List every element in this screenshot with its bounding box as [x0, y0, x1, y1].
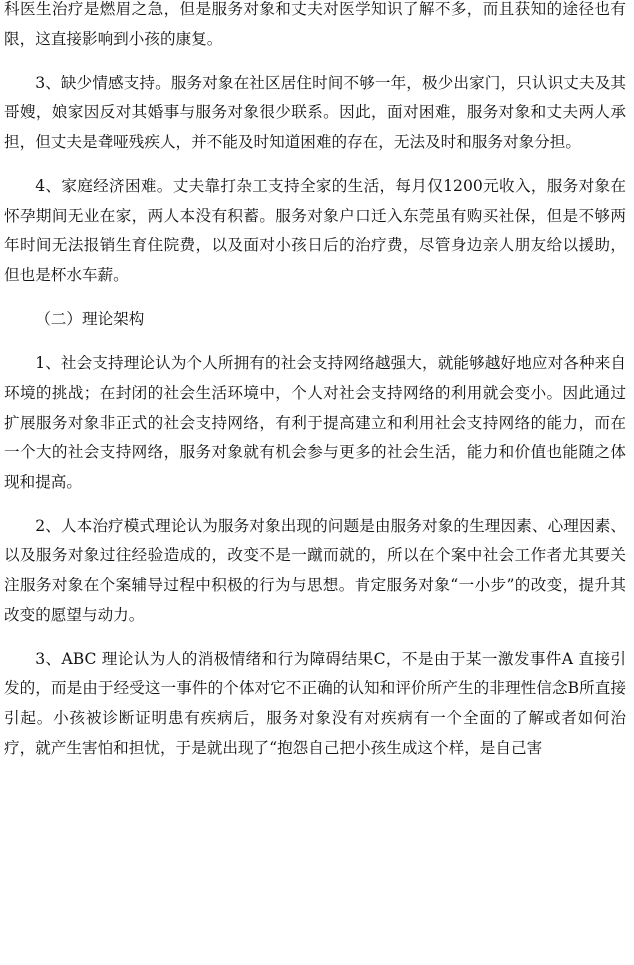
- paragraph-lack-of-emotional-support: 3、缺少情感支持。服务对象在社区居住时间不够一年，极少出家门，只认识丈夫及其哥嫂，娘家因反对其婚事与服务对象很少联系。因此，面对困难，服务对象和丈夫两人承担，但丈夫是聋哑残疾人，并不能及时知道困难的存在，无法及时和服务对象分担。: [4, 73, 626, 151]
- paragraph-continued: 科医生治疗是燃眉之急，但是服务对象和丈夫对医学知识了解不多，而且获知的途径也有限，这直接影响到小孩的康复。: [4, 0, 626, 48]
- paragraph-humanistic-therapy-theory: 2、人本治疗模式理论认为服务对象出现的问题是由服务对象的生理因素、心理因素、以及服务对象过往经验造成的，改变不是一蹴而就的，所以在个案中社会工作者尤其要关注服务对象在个案辅导过程中积极的行为与思想。肯定服务对象“一小步”的改变，提升其改变的愿望与动力。: [4, 516, 626, 624]
- paragraph-social-support-theory: 1、社会支持理论认为个人所拥有的社会支持网络越强大，就能够越好地应对各种来自环境的挑战；在封闭的社会生活环境中，个人对社会支持网络的利用就会变小。因此通过扩展服务对象非正式的社会支持网络，有利于提高建立和利用社会支持网络的能力，而在一个大的社会支持网络，服务对象就有机会参与更多的社会生活，能力和价值也能随之体现和提高。: [4, 354, 626, 491]
- paragraph-family-financial-difficulty: 4、家庭经济困难。丈夫靠打杂工支持全家的生活，每月仅1200元收入，服务对象在怀孕期间无业在家，两人本没有积蓄。服务对象户口迁入东莞虽有购买社保，但是不够两年时间无法报销生育住院费，以及面对小孩日后的治疗费，尽管身边亲人朋友给以援助，但也是杯水车薪。: [4, 177, 626, 284]
- section-heading-theory-framework: （二）理论架构: [35, 310, 145, 329]
- paragraph-abc-theory: 3、ABC 理论认为人的消极情绪和行为障碍结果C，不是由于某一激发事件A 直接引发的，而是由于经受这一事件的个体对它不正确的认知和评价所产生的非理性信念B所直接引起。小孩被诊断证明患有疾病后，服务对象没有对疾病有一个全面的了解或者如何治疗，就产生害怕和担忧，于是就出现了“抱怨自己把小孩生成这个样，是自己害: [4, 649, 626, 757]
